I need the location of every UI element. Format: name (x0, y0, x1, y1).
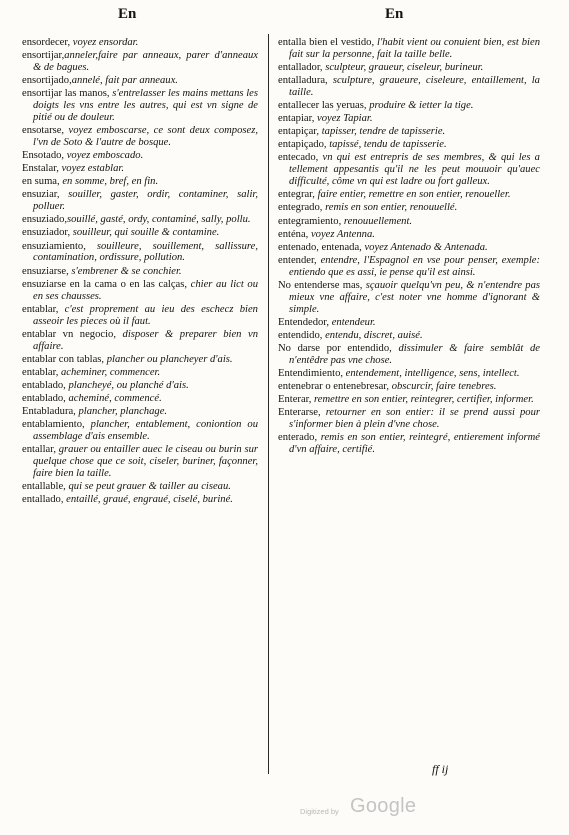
entry-headword: ensordecer, (22, 37, 73, 48)
dictionary-entry (22, 380, 258, 392)
entry-definition: dissimuler & faire semblât de n'entêdre pas vne chose. (289, 342, 540, 366)
entry-definition: entendeur. (331, 316, 376, 328)
dictionary-entry (278, 113, 540, 125)
entry-headword: ensotarse, (22, 125, 69, 137)
google-logo: Google (350, 795, 417, 817)
dictionary-entry (278, 37, 540, 61)
dictionary-entry (278, 189, 540, 201)
entry-headword: entender, (278, 254, 321, 266)
entry-definition: souilleure, souillement, sallissure, contamination, ordissure, pollution. (33, 240, 258, 264)
entry-headword: entablar, (22, 303, 65, 315)
dictionary-entry (22, 37, 258, 49)
entry-headword: entegrado, (278, 202, 326, 214)
entry-definition: disposer & preparer bien vn affaire. (33, 328, 258, 352)
entry-definition: entendu, discret, auisé. (325, 329, 423, 341)
entry-headword: entalla bien el vestido, (278, 37, 377, 48)
dictionary-entry (278, 368, 540, 380)
entry-headword: entapiçado, (278, 139, 330, 151)
dictionary-entry (278, 381, 540, 393)
dictionary-entry (22, 88, 258, 124)
entry-definition: qui se peut grauer & tailler au ciseau. (68, 481, 231, 493)
entry-definition: tapissé, tendu de tapisserie. (329, 139, 447, 151)
entry-definition: faire entier, remettre en son entier, renoueller. (317, 189, 511, 201)
entry-headword: entallecer las yeruas, (278, 100, 370, 112)
dictionary-entry (278, 139, 540, 151)
signature-mark: ff ij (432, 762, 449, 776)
dictionary-entry (22, 406, 258, 418)
entry-headword: enténa, (278, 228, 311, 240)
entry-definition: acheminé, commencé. (68, 392, 162, 404)
entry-headword: Entabladura, (22, 406, 79, 418)
dictionary-entry (22, 241, 258, 265)
entry-headword: entablar con tablas, (22, 353, 107, 365)
dictionary-entry (278, 394, 540, 406)
left-column-header: En (118, 6, 137, 22)
right-column-header: En (385, 6, 404, 22)
dictionary-entry (278, 229, 540, 241)
dictionary-entry (22, 266, 258, 278)
entry-definition: produire & ietter la tige. (369, 100, 474, 112)
entry-headword: entapiçar, (278, 126, 322, 138)
dictionary-entry (22, 163, 258, 175)
entry-headword: ensuziador, (22, 227, 73, 239)
dictionary-entry (278, 152, 540, 188)
entry-definition: entendre, l'Espagnol en vse pour penser, exemple: entiendo que es assi, ie pense qu'il est ainsi. (289, 254, 541, 278)
entry-headword: entenebrar o entenebresar, (278, 381, 392, 393)
entry-definition: voyez ensordar. (72, 37, 139, 48)
entry-definition: grauer ou entailler auec le ciseau ou burin sur quelque chose que ce soit, ciseler, buriner, façonner, faire bien la taille. (33, 444, 258, 479)
entry-definition: voyez Antenado & Antenada. (364, 241, 488, 253)
entry-definition: acheminer, commencer. (61, 366, 161, 378)
entry-headword: ensuziarse en la cama o en las calças, (22, 278, 191, 290)
dictionary-entry (278, 317, 540, 329)
entry-definition: remis en son entier, reintegré, entierement informé d'vn affaire, certifié. (289, 432, 541, 456)
dictionary-entry (22, 367, 258, 379)
entry-headword: entegramiento, (278, 215, 344, 227)
entry-headword: entablar, (22, 366, 61, 378)
entry-definition: remis en son entier, renouuellé. (325, 202, 458, 214)
dictionary-entry (22, 214, 258, 226)
entry-definition: sculpture, graueure, ciseleure, entaillement, la taille. (289, 75, 540, 98)
entry-definition: souillé, gasté, ordy, contaminé, sally, pollu. (67, 214, 251, 226)
entry-definition: s'entrelasser les mains mettans les doigts les vns entre les autres, qui est vn signe de pitié ou de douleur. (33, 88, 259, 123)
dictionary-entry (22, 393, 258, 405)
entry-definition: voyez emboscado. (66, 150, 144, 162)
entry-definition: renouuellement. (343, 215, 413, 227)
entry-headword: Entendedor, (278, 316, 332, 328)
entry-definition: souilleur, qui souille & contamine. (72, 227, 220, 239)
entry-definition: sçauoir quelqu'vn peu, & n'entendre pas mieux vne affaire, c'est noter vne homme d'ignorant & simple. (289, 279, 540, 315)
entry-headword: No entenderse mas, (278, 279, 366, 291)
entry-definition: obscurcir, faire tenebres. (391, 381, 497, 393)
entry-headword: Enstalar, (22, 163, 62, 175)
entry-headword: entallar, (22, 444, 59, 456)
entry-definition: s'embrener & se conchier. (71, 265, 182, 277)
entry-definition: plancher, entablement, coniontion ou assemblage d'ais ensemble. (33, 419, 259, 443)
entry-definition: en somme, bref, en fin. (62, 176, 159, 188)
dictionary-entry (22, 481, 258, 493)
digitized-by-text: Digitized by (300, 807, 339, 816)
dictionary-entry (278, 330, 540, 342)
entry-headword: No darse por entendido, (278, 342, 399, 354)
dictionary-entry (22, 227, 258, 239)
entry-definition: plancher ou plancheyer d'ais. (106, 353, 233, 365)
dictionary-entry (278, 407, 540, 431)
entry-definition: voyez Antenna. (310, 228, 375, 240)
entry-headword: entalladura, (278, 75, 333, 87)
entry-headword: ensortijar las manos, (22, 88, 113, 100)
entry-headword: Entendimiento, (278, 367, 346, 379)
dictionary-entry (22, 304, 258, 328)
dictionary-entry (22, 444, 258, 480)
entry-headword: entapiar, (278, 113, 317, 125)
entry-definition: annelé, fait par anneaux. (71, 75, 178, 87)
entry-headword: entallado, (22, 494, 67, 506)
entry-headword: entallable, (22, 481, 69, 493)
entry-headword: entallador, (278, 62, 326, 73)
entry-headword: ensortijar, (22, 50, 65, 62)
dictionary-entry (22, 354, 258, 366)
column-divider (268, 34, 269, 774)
entry-headword: Enterar, (278, 394, 315, 406)
dictionary-entry (22, 176, 258, 188)
dictionary-entry (22, 50, 258, 74)
dictionary-entry (22, 419, 258, 443)
dictionary-entry (22, 494, 258, 506)
dictionary-entry (278, 202, 540, 214)
entry-definition: plancheyé, ou planché d'ais. (68, 379, 189, 391)
entry-definition: voyez establar. (61, 163, 124, 175)
entry-headword: entablado, (22, 379, 69, 391)
entry-headword: Ensotado, (22, 150, 67, 162)
dictionary-entry (22, 189, 258, 213)
entry-definition: voyez Tapiar. (317, 113, 373, 125)
entry-headword: ensuziado, (22, 214, 68, 226)
entry-definition: l'habit vient ou conuient bien, est bien fait sur la personne, fait la taille belle. (289, 37, 540, 60)
entry-headword: ensuziamiento, (22, 240, 97, 252)
dictionary-entry (278, 432, 540, 456)
entry-headword: ensuziarse, (22, 265, 72, 277)
dictionary-entry (22, 279, 258, 303)
entry-definition: c'est proprement au ieu des eschecz bien asseoir les pieces où il faut. (33, 303, 258, 327)
entry-headword: en suma, (22, 176, 63, 188)
entry-headword: entablado, (22, 392, 69, 404)
entry-headword: enterado, (278, 432, 321, 444)
dictionary-entry (278, 255, 540, 279)
entry-headword: ensortijado, (22, 75, 72, 87)
entry-definition: chier au lict ou en ses chausses. (33, 278, 258, 302)
entry-definition: anneler,faire par anneaux, parer d'anneaux & de bagues. (33, 50, 258, 73)
entry-definition: plancher, planchage. (78, 406, 168, 418)
entry-headword: entecado, (278, 152, 323, 164)
dictionary-entry (22, 75, 258, 87)
entry-headword: entendido, (278, 329, 326, 341)
digitized-watermark (300, 795, 420, 825)
entry-definition: remettre en son entier, reintegrer, certifier, informer. (314, 394, 534, 406)
dictionary-entry (278, 343, 540, 367)
right-column (278, 37, 540, 457)
dictionary-entry (22, 150, 258, 162)
entry-headword: entegrar, (278, 189, 318, 201)
entry-headword: Enterarse, (278, 407, 326, 419)
entry-definition: entaillé, graué, engraué, ciselé, buriné. (66, 494, 233, 506)
dictionary-entry (22, 125, 258, 149)
entry-headword: ensuziar, (22, 189, 69, 201)
entry-headword: entablar vn negocio, (22, 328, 123, 340)
entry-definition: retourner en son entier: il se prend aussi pour s'informer bien à plein d'vne chose. (289, 407, 540, 431)
left-column (22, 37, 258, 507)
entry-headword: entablamiento, (22, 419, 91, 431)
dictionary-entry (22, 329, 258, 353)
dictionary-entry (278, 75, 540, 99)
entry-definition: souiller, gaster, ordir, contaminer, salir, polluer. (33, 189, 258, 213)
entry-definition: entendement, intelligence, sens, intellect. (345, 367, 520, 379)
entry-definition: voyez emboscarse, ce sont deux composez, l'vn de Soto & l'autre de bosque. (33, 125, 258, 148)
dictionary-entry (278, 126, 540, 138)
dictionary-entry (278, 100, 540, 112)
dictionary-entry (278, 242, 540, 254)
dictionary-entry (278, 280, 540, 316)
entry-definition: vn qui est entrepris de ses membres, & qui les a tellement appesantis qu'il ne les peut mouuoir qu'auec difficulté, côme vn qui est ladre ou fort galleux. (289, 152, 540, 188)
entry-headword: entenado, entenada, (278, 241, 365, 253)
dictionary-entry (278, 62, 540, 74)
entry-definition: sculpteur, graueur, ciseleur, burineur. (325, 62, 484, 73)
entry-definition: tapisser, tendre de tapisserie. (321, 126, 446, 138)
dictionary-entry (278, 216, 540, 228)
